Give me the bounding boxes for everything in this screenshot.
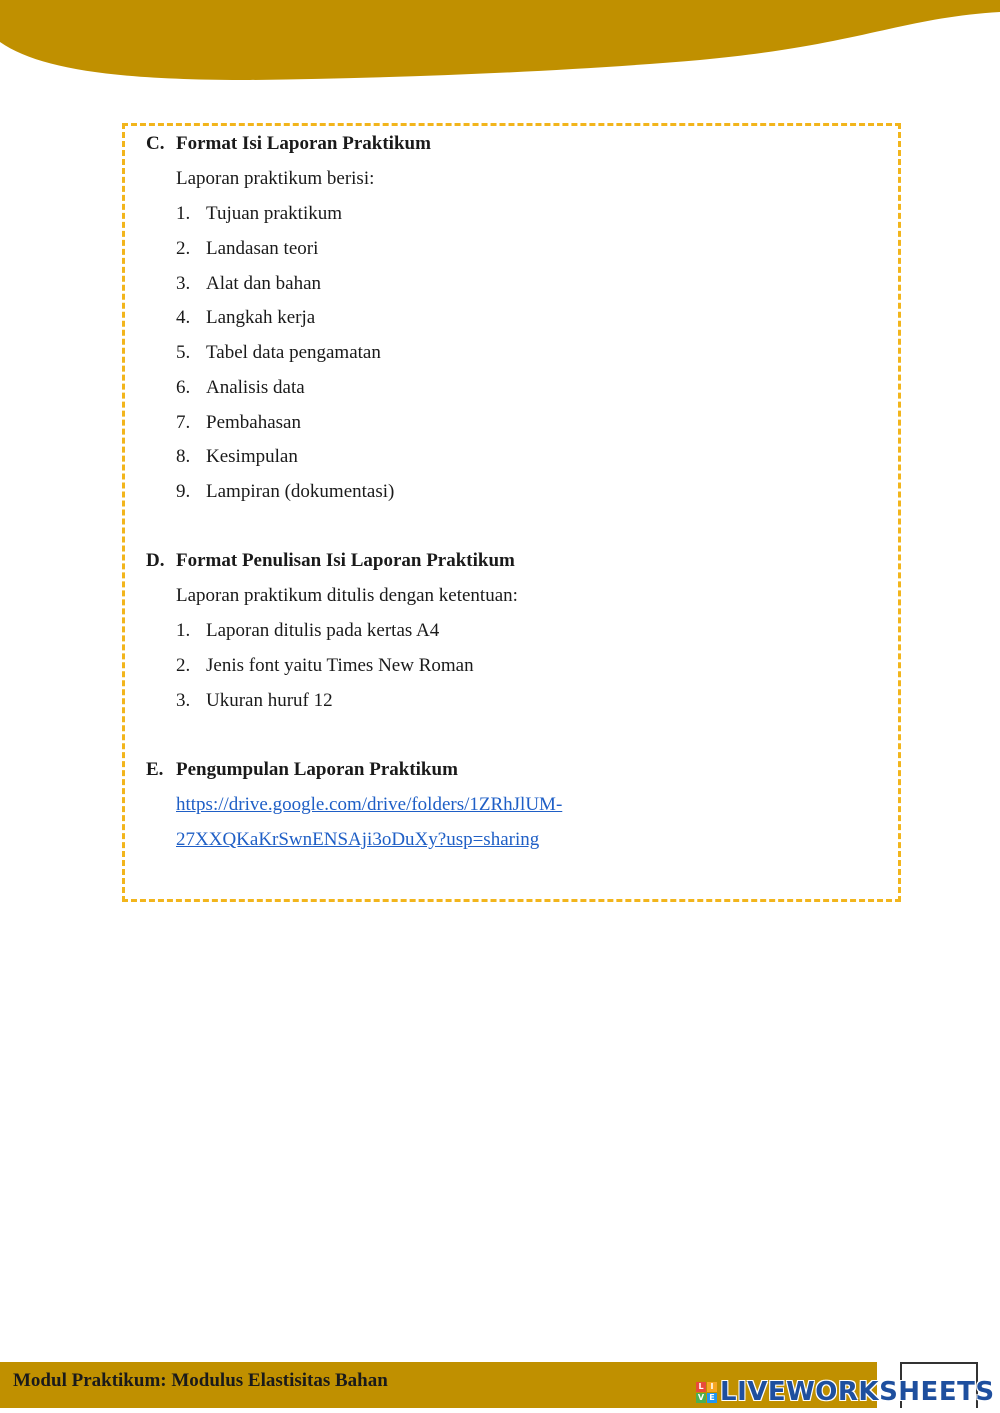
list-item [176,273,321,295]
list-item [176,655,474,677]
grid-letter-i: I [707,1382,717,1392]
list-item-text: Laporan ditulis pada kertas A4 [206,620,440,641]
list-item-number: 9. [176,481,191,502]
grid-letter-e: E [707,1393,717,1403]
section-d-letter: D. [146,550,165,571]
list-item [176,307,315,329]
list-item-number: 8. [176,446,191,468]
section-c-intro: Laporan praktikum berisi: [176,168,375,189]
list-item-text: Tabel data pengamatan [206,342,381,363]
list-item [176,342,381,364]
footer-title: Modul Praktikum: Modulus Elastisitas Bahan [13,1370,388,1391]
list-item-text: Ukuran huruf 12 [206,689,333,711]
section-d-intro: Laporan praktikum ditulis dengan ketentuan: [176,585,518,606]
list-item-number: 3. [176,689,191,711]
list-item [176,690,333,712]
section-c-letter: C. [146,133,165,154]
list-item-number: 1. [176,203,191,224]
grid-letter-l: L [696,1382,706,1392]
liveworksheets-grid-icon [696,1382,717,1403]
list-item-text: Kesimpulan [206,446,298,468]
drive-link-line-2[interactable]: 27XXQKaKrSwnENSAji3oDuXy?usp=sharing [176,829,540,850]
list-item [176,412,301,434]
list-item-text: Langkah kerja [206,307,316,329]
list-item [176,203,342,225]
list-item-number: 1. [176,620,191,641]
list-item-text: Analisis data [206,376,305,398]
list-item-text: Pembahasan [206,411,301,433]
list-item [176,620,439,642]
liveworksheets-wordmark: LIVEWORKSHEETS [720,1377,995,1407]
list-item-number: 6. [176,376,191,398]
list-item [176,481,394,503]
list-item-text: Landasan teori [206,237,319,259]
section-d-heading [146,550,515,572]
list-item-text: Jenis font yaitu Times New Roman [206,654,474,676]
section-c-title: Format Isi Laporan Praktikum [176,133,431,154]
list-item-text: Alat dan bahan [206,272,322,294]
list-item-number: 2. [176,654,191,676]
section-e-heading [146,759,458,781]
section-c-heading [146,133,431,155]
list-item-number: 3. [176,272,191,294]
grid-letter-v: V [697,1392,705,1402]
section-e-letter: E. [146,759,164,780]
liveworksheets-logo [696,1376,995,1408]
list-item [176,446,298,468]
list-item-number: 2. [176,237,191,259]
list-item-text: Tujuan praktikum [206,203,342,224]
list-item [176,238,318,260]
list-item-number: 5. [176,342,191,363]
list-item-number: 7. [176,411,191,433]
list-item-text: Lampiran (dokumentasi) [206,481,395,502]
list-item-number: 4. [176,307,191,329]
section-d-title: Format Penulisan Isi Laporan Praktikum [176,550,515,571]
section-e-title: Pengumpulan Laporan Praktikum [176,759,458,780]
header-wave [0,0,1000,95]
list-item [176,377,305,399]
drive-link-line-1[interactable]: https://drive.google.com/drive/folders/1ZRhJlUM- [176,794,563,815]
